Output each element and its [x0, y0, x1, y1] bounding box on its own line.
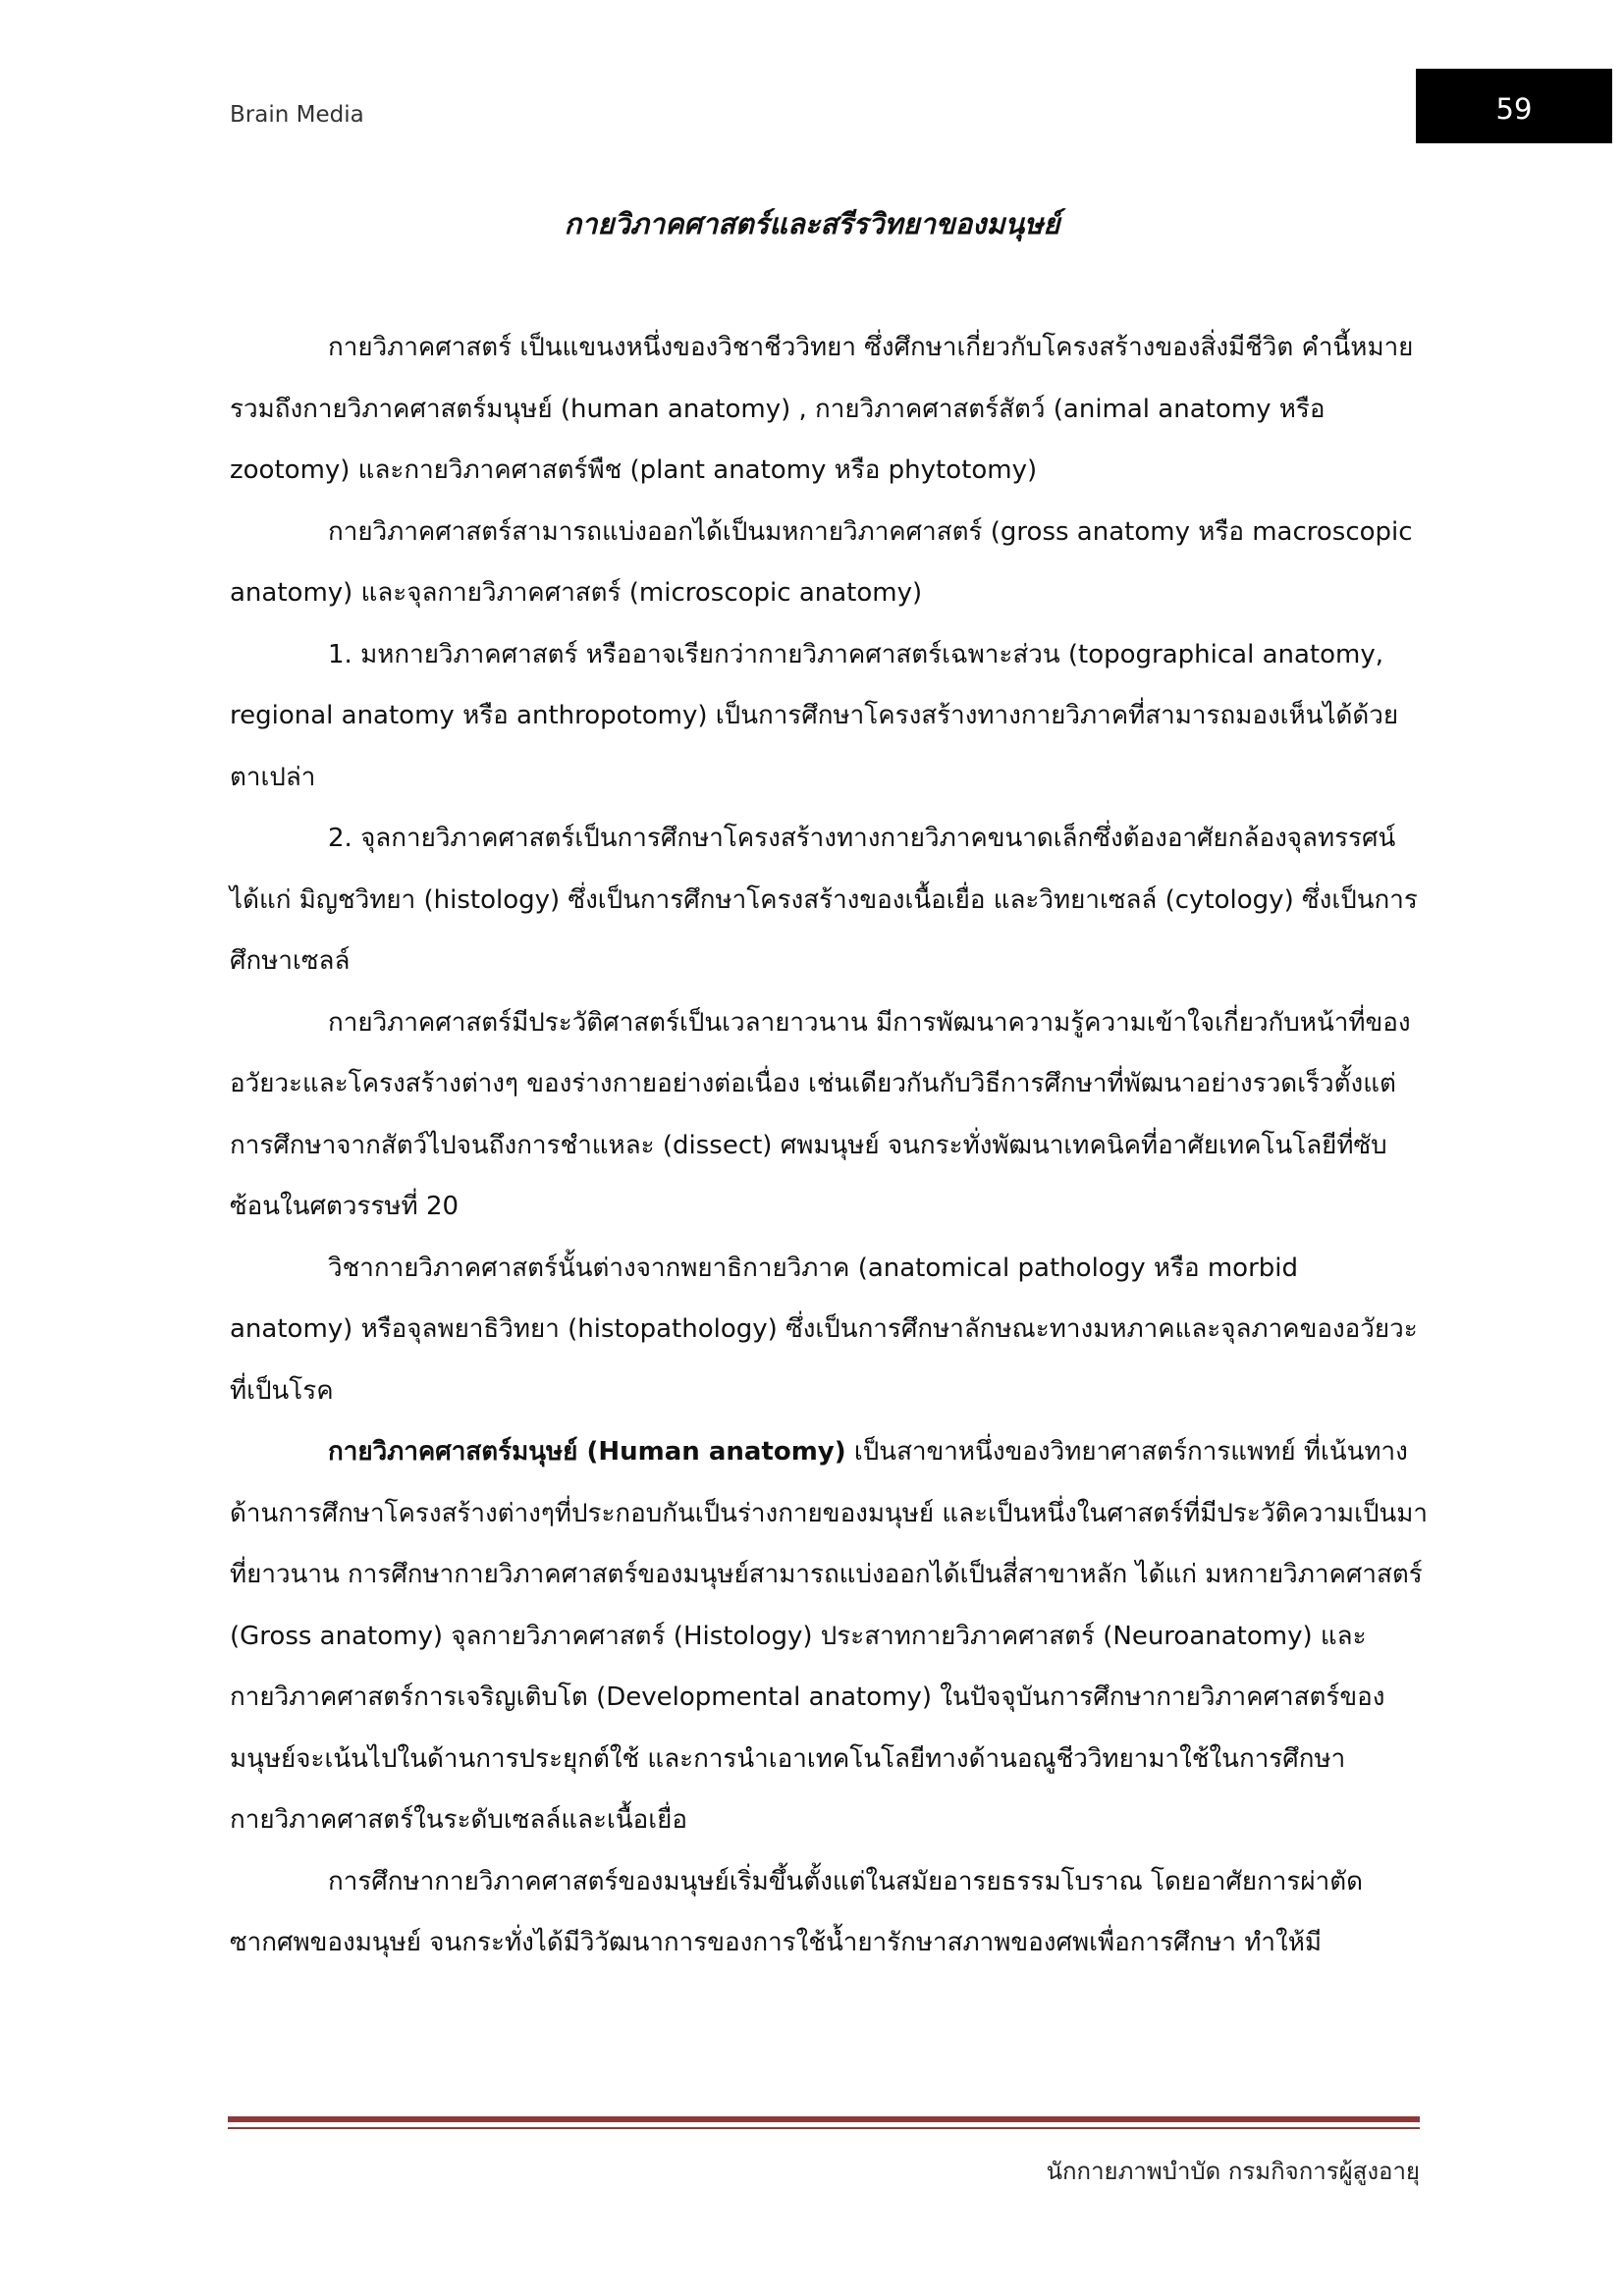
paragraph-last: การศึกษากายวิภาคศาสตร์ของมนุษย์เริ่มขึ้นตั้งแต่ในสมัยอารยธรรมโบราณ โดยอาศัยการผ่าตัดซากศพของมนุษย์ จนกระทั่งได้มีวิวัฒนาการของการใช้น้ำยารักษาสภาพของศพเพื่อการศึกษา ทำให้มี — [230, 1866, 1363, 1957]
human-anatomy-term: กายวิภาคศาสตร์มนุษย์ (Human anatomy) — [328, 1437, 846, 1467]
paragraph-3: 1. มหกายวิภาคศาสตร์ หรืออาจเรียกว่ากายวิภาคศาสตร์เฉพาะส่วน (topographical anatomy, regional anatomy หรือ anthropotomy) เป็นการศึกษาโครงสร้างทางกายวิภาคที่สามารถมองเห็นได้ด้วยตาเปล่า — [230, 639, 1399, 792]
paragraph-5: กายวิภาคศาสตร์มีประวัติศาสตร์เป็นเวลายาวนาน มีการพัฒนาความรู้ความเข้าใจเกี่ยวกับหน้าที่ของอวัยวะและโครงสร้างต่างๆ ของร่างกายอย่างต่อเนื่อง เช่นเดียวกันกับวิธีการศึกษาที่พัฒนาอย่างรวดเร็วตั้งแต่การศึกษาจากสัตว์ไปจนถึงการชำแหละ (dissect) ศพมนุษย์ จนกระทั่งพัฒนาเทคนิคที่อาศัยเทคโนโลยีที่ซับซ้อนในศตวรรษที่ 20 — [230, 1007, 1411, 1221]
footer-rule — [228, 2116, 1420, 2122]
human-anatomy-text: เป็นสาขาหนึ่งของวิทยาศาสตร์การแพทย์ ที่เน้นทางด้านการศึกษาโครงสร้างต่างๆที่ประกอบกันเป็นร่างกายของมนุษย์ และเป็นหนึ่งในศาสตร์ที่มีประวัติความเป็นมาที่ยาวนาน การศึกษากายวิภาคศาสตร์ของมนุษย์สามารถแบ่งออกได้เป็นสี่สาขาหลัก ได้แก่ มหกายวิภาคศาสตร์ (Gross anatomy) จุลกายวิภาคศาสตร์ (Histology) ประสาทกายวิภาคศาสตร์ (Neuroanatomy) และกายวิภาคศาสตร์การเจริญเติบโต (Developmental anatomy) ในปัจจุบันการศึกษากายวิภาคศาสตร์ของมนุษย์จะเน้นไปในด้านการประยุกต์ใช้ และการนำเอาเทคโนโลยีทางด้านอณูชีววิทยามาใช้ในการศึกษากายวิภาคศาสตร์ในระดับเซลล์และเนื้อเยื่อ — [230, 1437, 1428, 1835]
page-title: กายวิภาคศาสตร์และสรีรวิทยาของมนุษย์ — [564, 207, 1060, 240]
paragraph-2: กายวิภาคศาสตร์สามารถแบ่งออกได้เป็นมหกายวิภาคศาสตร์ (gross anatomy หรือ macroscopic anatomy) และจุลกายวิภาคศาสตร์ (microscopic anatomy) — [230, 516, 1413, 608]
page-number-box — [1416, 69, 1612, 143]
footer-text: นักกายภาพบำบัด กรมกิจการผู้สูงอายุ — [1046, 2158, 1420, 2185]
header-publisher: Brain Media — [230, 102, 364, 128]
paragraph-6: วิชากายวิภาคศาสตร์นั้นต่างจากพยาธิกายวิภาค (anatomical pathology หรือ morbid anatomy) หรือจุลพยาธิวิทยา (histopathology) ซึ่งเป็นการศึกษาลักษณะทางมหภาคและจุลภาคของอวัยวะที่เป็นโรค — [230, 1253, 1418, 1406]
document-body — [230, 317, 1428, 1974]
paragraph-1: กายวิภาคศาสตร์ เป็นแขนงหนึ่งของวิชาชีววิทยา ซึ่งศึกษาเกี่ยวกับโครงสร้างของสิ่งมีชีวิต คำนี้หมายรวมถึงกายวิภาคศาสตร์มนุษย์ (human anatomy) , กายวิภาคศาสตร์สัตว์ (animal anatomy หรือ zootomy) และกายวิภาคศาสตร์พืช (plant anatomy หรือ phytotomy) — [230, 333, 1414, 485]
paragraph-4: 2. จุลกายวิภาคศาสตร์เป็นการศึกษาโครงสร้างทางกายวิภาคขนาดเล็กซึ่งต้องอาศัยกล้องจุลทรรศน์ ได้แก่ มิญชวิทยา (histology) ซึ่งเป็นการศึกษาโครงสร้างของเนื้อเยื่อ และวิทยาเซลล์ (cytology) ซึ่งเป็นการศึกษาเซลล์ — [230, 824, 1418, 976]
paragraph-human-anatomy — [230, 1421, 1428, 1851]
footer-rule-thin — [228, 2127, 1420, 2129]
page-number: 59 — [1495, 92, 1533, 126]
